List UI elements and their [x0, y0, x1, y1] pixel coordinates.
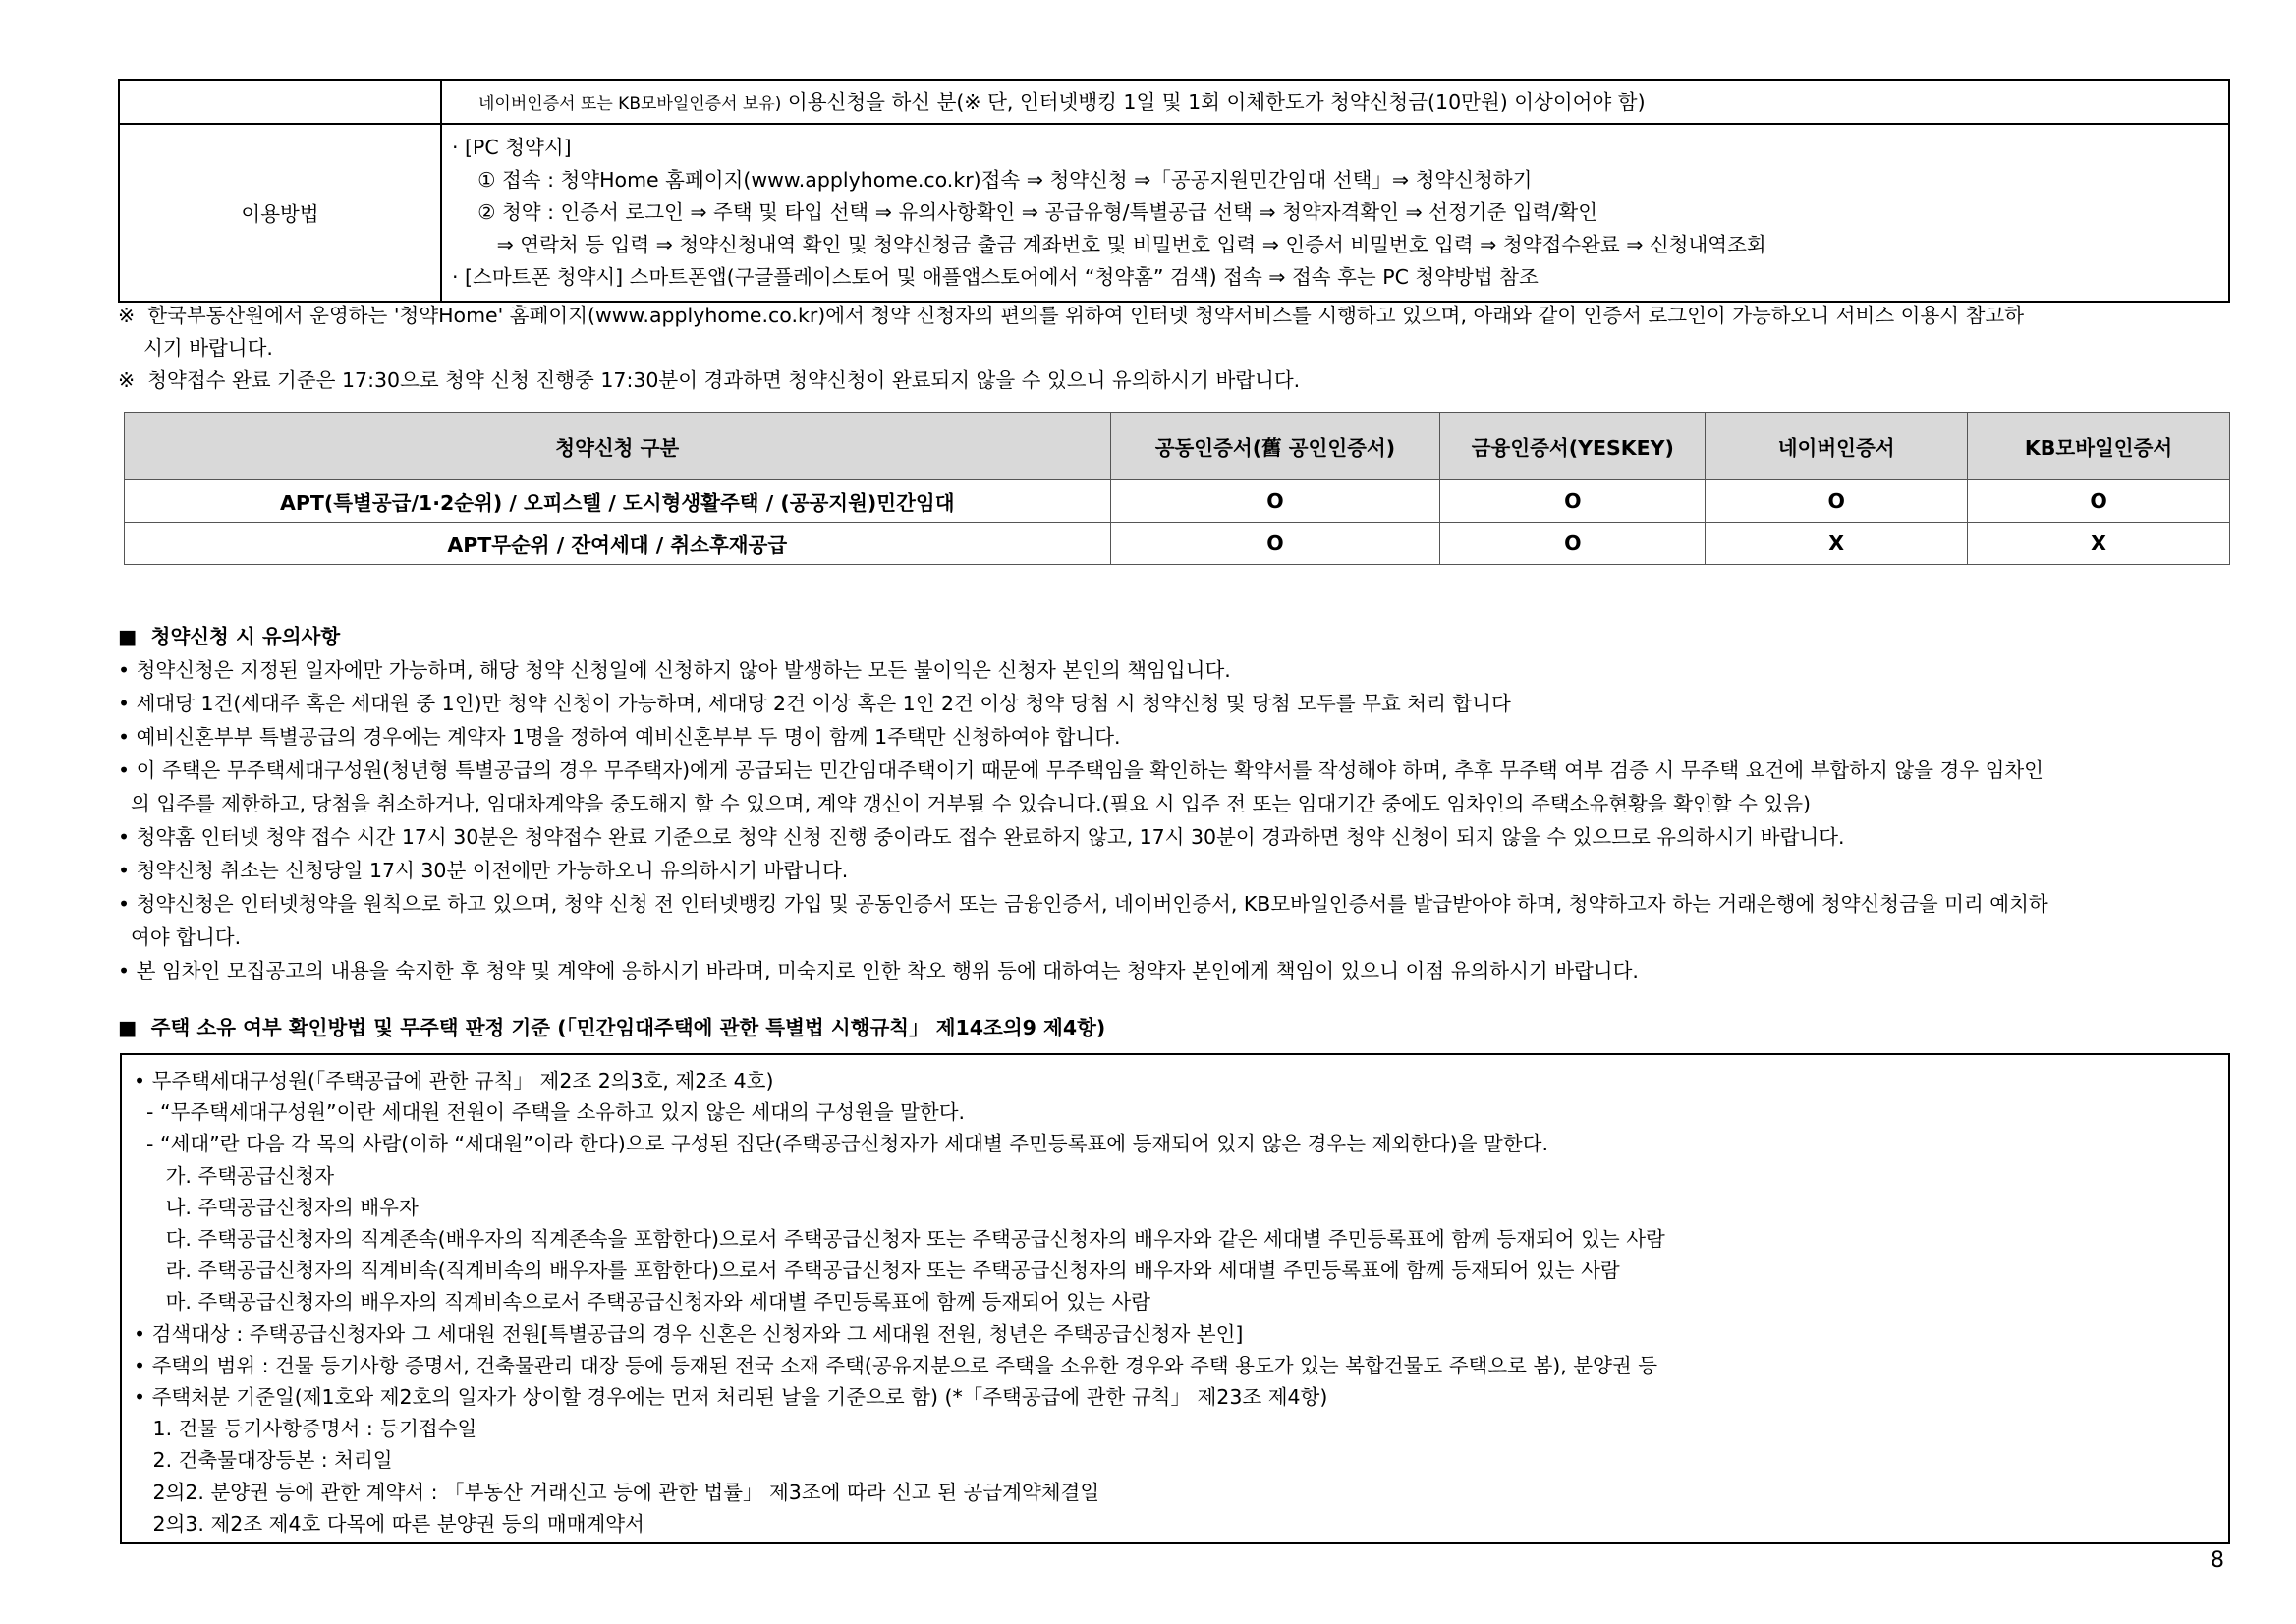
top-table-row-1 [120, 81, 2228, 125]
list-item: • 청약신청 취소는 신청당일 17시 30분 이전에만 가능하오니 유의하시기 바랍니다. [118, 859, 849, 882]
column-divider [440, 81, 442, 301]
note-line: ※ 한국부동산원에서 운영하는 '청약Home' 홈페이지(www.applyhome.co.kr)에서 청약 신청자의 편의를 위하여 인터넷 청약서비스를 시행하고 있으며, 아래와 같이 인증서 로그인이 가능하오니 서비스 이용시 참고하 [118, 304, 2025, 327]
housing-criteria-box [120, 1053, 2230, 1544]
page-number: 8 [2211, 1548, 2224, 1573]
table-row [125, 480, 2230, 523]
table-cell: O [1706, 480, 1968, 523]
section-heading: ■ 주택 소유 여부 확인방법 및 무주택 판정 기준 (「민간임대주택에 관한 특별법 시행규칙」 제14조의9 제4항) [118, 1016, 1106, 1039]
list-item: 다. 주택공급신청자의 직계존속(배우자의 직계존속을 포함한다)으로서 주택공급신청자 또는 주택공급신청자의 배우자와 같은 세대별 주민등록표에 함께 등재되어 있는 사람 [134, 1227, 1665, 1252]
table-cell: O [1440, 523, 1706, 565]
table-cell: X [1968, 523, 2230, 565]
cert-table-header: KB모바일인증서 [1968, 413, 2230, 480]
list-item: • 무주택세대구성원(「주택공급에 관한 규칙」 제2조 2의3호, 제2조 4호) [134, 1069, 774, 1092]
usage-line: ① 접속 : 청약Home 홈페이지(www.applyhome.co.kr)접속 ⇒ 청약신청 ⇒「공공지원민간임대 선택」⇒ 청약신청하기 [452, 168, 1533, 192]
list-item: • 검색대상 : 주택공급신청자와 그 세대원 전원[특별공급의 경우 신혼은 신청자와 그 세대원 전원, 청년은 주택공급신청자 본인] [134, 1321, 1244, 1346]
usage-method-label: 이용방법 [241, 202, 319, 226]
list-item: 라. 주택공급신청자의 직계비속(직계비속의 배우자를 포함한다)으로서 주택공급신청자 또는 주택공급신청자의 배우자와 세대별 주민등록표에 함께 등재되어 있는 사람 [134, 1259, 1620, 1283]
list-item: 여야 합니다. [118, 925, 242, 949]
certificate-table [124, 412, 2230, 565]
row1-small-text: 네이버인증서 또는 KB모바일인증서 보유) [478, 94, 782, 114]
cert-table-header-row [125, 413, 2230, 480]
list-item: - “세대”란 다음 각 목의 사람(이하 “세대원”이라 한다)으로 구성된 집단(주택공급신청자가 세대별 주민등록표에 등재되어 있지 않은 경우는 제외한다)을 말한다. [134, 1132, 1548, 1156]
usage-line: ⇒ 연락처 등 입력 ⇒ 청약신청내역 확인 및 청약신청금 출금 계좌번호 및 비밀번호 입력 ⇒ 인증서 비밀번호 입력 ⇒ 청약접수완료 ⇒ 신청내역조회 [452, 233, 1766, 256]
housing-criteria-content [134, 1065, 1665, 1540]
note-line: ※ 청약접수 완료 기준은 17:30으로 청약 신청 진행중 17:30분이 경과하면 청약신청이 완료되지 않을 수 있으니 유의하시기 바랍니다. [118, 368, 1301, 392]
table-cell: O [1440, 480, 1706, 523]
usage-line: · [PC 청약시] [452, 136, 572, 159]
list-item: 1. 건물 등기사항증명서 : 등기접수일 [134, 1417, 477, 1441]
cert-table-header: 공동인증서(舊 공인인증서) [1110, 413, 1440, 480]
table-cell: X [1706, 523, 1968, 565]
row1-main-text: 이용신청을 하신 분(※ 단, 인터넷뱅킹 1일 및 1회 이체한도가 청약신청금(10만원) 이상이어야 함) [781, 90, 1646, 114]
table-cell: O [1968, 480, 2230, 523]
list-item: • 예비신혼부부 특별공급의 경우에는 계약자 1명을 정하여 예비신혼부부 두 명이 함께 1주택만 신청하여야 합니다. [118, 725, 1121, 749]
usage-line: ② 청약 : 인증서 로그인 ⇒ 주택 및 타입 선택 ⇒ 유의사항확인 ⇒ 공급유형/특별공급 선택 ⇒ 청약자격확인 ⇒ 선정기준 입력/확인 [452, 200, 1597, 224]
table-cell: O [1110, 523, 1440, 565]
usage-line: · [스마트폰 청약시] 스마트폰앱(구글플레이스토어 및 애플앱스토어에서 “청약홈” 검색) 접속 ⇒ 접속 후는 PC 청약방법 참조 [452, 265, 1539, 289]
notes [118, 300, 2230, 397]
list-item: 가. 주택공급신청자 [134, 1163, 335, 1188]
usage-method-table [118, 79, 2230, 303]
list-item: • 주택의 범위 : 건물 등기사항 증명서, 건축물관리 대장 등에 등재된 전국 소재 주택(공유지분으로 주택을 소유한 경우와 주택 용도가 있는 복합건물도 주택으로 봄), 분양권 등 [134, 1353, 1658, 1377]
table-cell: APT(특별공급/1·2순위) / 오피스텔 / 도시형생활주택 / (공공지원)민간임대 [125, 480, 1111, 523]
list-item: • 청약신청은 지정된 일자에만 가능하며, 해당 청약 신청일에 신청하지 않아 발생하는 모든 불이익은 신청자 본인의 책임입니다. [118, 658, 1231, 682]
list-item: • 세대당 1건(세대주 혹은 세대원 중 1인)만 청약 신청이 가능하며, 세대당 2건 이상 혹은 1인 2건 이상 청약 당첨 시 청약신청 및 당첨 모두를 무효 처리 합니다 [118, 692, 1511, 715]
list-item: - “무주택세대구성원”이란 세대원 전원이 주택을 소유하고 있지 않은 세대의 구성원을 말한다. [134, 1100, 966, 1125]
section-heading: ■ 청약신청 시 유의사항 [118, 625, 341, 648]
precautions-section [118, 621, 2230, 987]
row1-text [478, 86, 1646, 121]
list-item: 2의2. 분양권 등에 관한 계약서 : 「부동산 거래신고 등에 관한 법률」 제3조에 따라 신고 된 공급계약체결일 [134, 1480, 1100, 1504]
list-item: 마. 주택공급신청자의 배우자의 직계비속으로서 주택공급신청자와 세대별 주민등록표에 함께 등재되어 있는 사람 [134, 1290, 1151, 1315]
cert-table-header: 금융인증서(YESKEY) [1440, 413, 1706, 480]
note-line: 시기 바랍니다. [118, 336, 273, 360]
list-item: • 이 주택은 무주택세대구성원(청년형 특별공급의 경우 무주택자)에게 공급되는 민간임대주택이기 때문에 무주택임을 확인하는 확약서를 작성해야 하며, 추후 무주택 여부 검증 시 무주택 요건에 부합하지 않을 경우 임차인 [118, 758, 2044, 782]
usage-method-content [452, 132, 1766, 294]
list-item: • 청약홈 인터넷 청약 접수 시간 17시 30분은 청약접수 완료 기준으로 청약 신청 진행 중이라도 접수 완료하지 않고, 17시 30분이 경과하면 청약 신청이 되지 않을 수 있으므로 유의하시기 바랍니다. [118, 825, 1845, 849]
list-item: 2. 건축물대장등본 : 처리일 [134, 1448, 393, 1473]
list-item: 나. 주택공급신청자의 배우자 [134, 1195, 419, 1219]
list-item: 의 입주를 제한하고, 당첨을 취소하거나, 임대차계약을 중도해지 할 수 있으며, 계약 갱신이 거부될 수 있습니다.(필요 시 입주 전 또는 임대기간 중에도 임차인의 주택소유현황을 확인할 수 있음) [118, 792, 1812, 815]
table-row [125, 523, 2230, 565]
table-cell: O [1110, 480, 1440, 523]
list-item: • 주택처분 기준일(제1호와 제2호의 일자가 상이할 경우에는 먼저 처리된 날을 기준으로 함) (*「주택공급에 관한 규칙」 제23조 제4항) [134, 1385, 1328, 1410]
list-item: • 본 임차인 모집공고의 내용을 숙지한 후 청약 및 계약에 응하시기 바라며, 미숙지로 인한 착오 행위 등에 대하여는 청약자 본인에게 책임이 있으니 이점 유의하시기 바랍니다. [118, 959, 1639, 982]
cert-table-header: 네이버인증서 [1706, 413, 1968, 480]
table-cell: APT무순위 / 잔여세대 / 취소후재공급 [125, 523, 1111, 565]
cert-table-header: 청약신청 구분 [125, 413, 1111, 480]
list-item: • 청약신청은 인터넷청약을 원칙으로 하고 있으며, 청약 신청 전 인터넷뱅킹 가입 및 공동인증서 또는 금융인증서, 네이버인증서, KB모바일인증서를 발급받아야 하며, 청약하고자 하는 거래은행에 청약신청금을 미리 예치하 [118, 892, 2048, 916]
list-item: 2의3. 제2조 제4호 다목에 따른 분양권 등의 매매계약서 [134, 1511, 644, 1536]
